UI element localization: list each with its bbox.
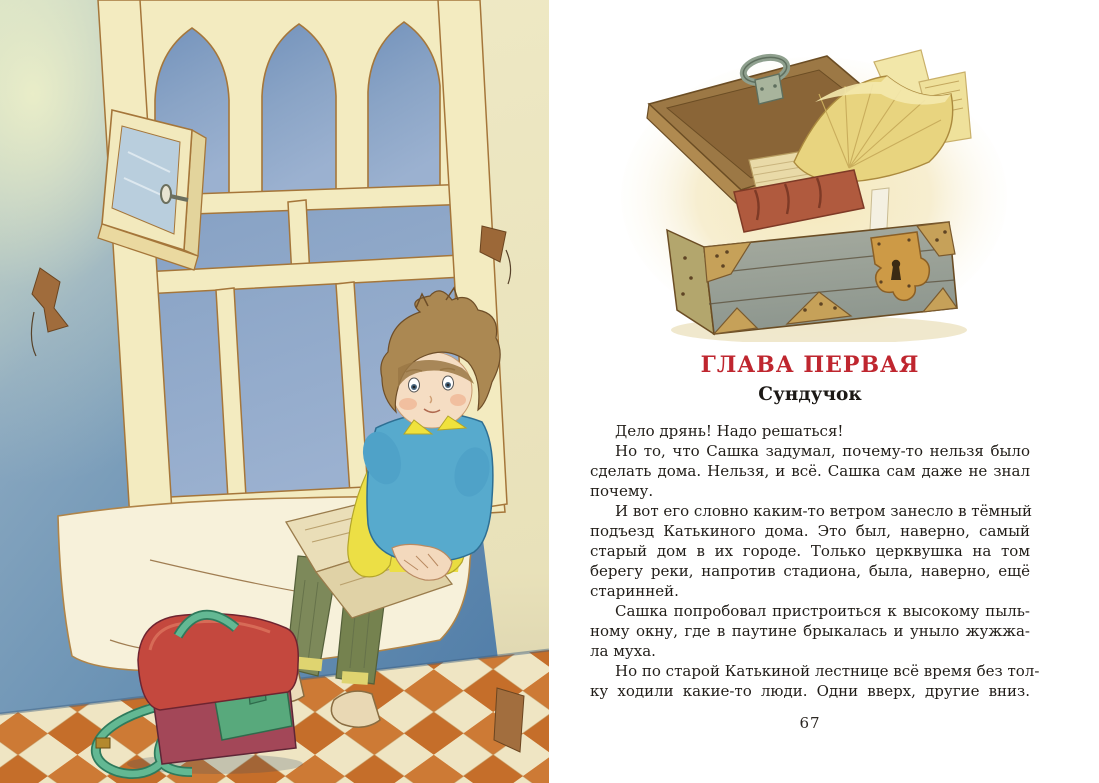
text-line: ла муха. <box>590 642 656 660</box>
ribbon <box>870 188 889 230</box>
text-line: Сашка попробовал пристроиться к высокому пыль- <box>615 602 1030 620</box>
chapter-subtitle: Сундучок <box>758 384 862 405</box>
left-page <box>0 0 549 783</box>
text-line: подъезд Катькиного дома. Это был, наверно, самый <box>590 522 1030 540</box>
text-line: И вот его словно каким-то ветром занесло в тёмный <box>615 502 1033 520</box>
text-line: ку ходили какие-то люди. Одни вверх, другие вниз. <box>590 682 1030 700</box>
chest-illustration <box>619 42 1009 342</box>
text-line: почему. <box>590 482 654 500</box>
text-line: старый дом в их городе. Только церквушка на том <box>590 542 1030 560</box>
text-line: берегу реки, напротив стадиона, была, наверно, ещё <box>590 562 1030 580</box>
text-line: Дело дрянь! Надо решаться! <box>615 422 844 440</box>
text-line: ному окну, где в паутине брыкалась и уныло жужжа- <box>590 622 1030 640</box>
shoe-right <box>331 691 380 727</box>
text-line: Но по старой Катькиной лестнице всё время без тол- <box>615 662 1040 680</box>
text-line: Но то, что Сашка задумал, почему-то нельзя было <box>615 442 1030 460</box>
chapter-title: ГЛАВА ПЕРВАЯ <box>700 352 920 378</box>
text-line: старинней. <box>590 582 679 600</box>
page-number: 67 <box>799 714 821 732</box>
right-page <box>549 0 1099 783</box>
text-line: сделать дома. Нельзя, и всё. Сашка сам даже не знал <box>590 462 1030 480</box>
body-text <box>590 421 1040 701</box>
left-page-illustration <box>0 0 549 783</box>
